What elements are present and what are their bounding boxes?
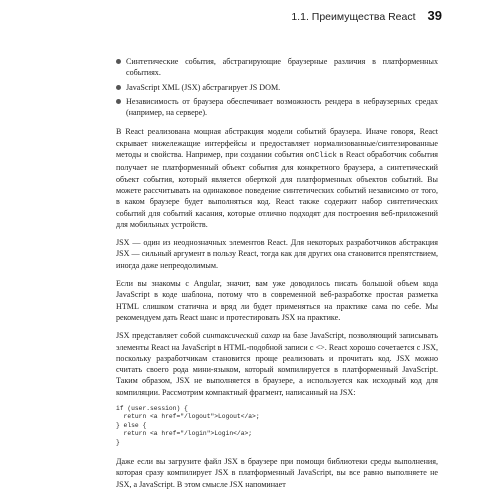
list-item xyxy=(116,96,438,119)
paragraph-events xyxy=(116,126,438,230)
running-header xyxy=(291,8,442,23)
bullet-dot-icon xyxy=(116,59,121,64)
paragraph-runtime: Даже если вы загрузите файл JSX в браузере при помощи библиотеки среды выполнения, которая сразу компилирует JSX в платформенный JavaScript, вы все равно выполняете не JSX, а JavaScript. В этом смысле JSX напоминает xyxy=(116,457,438,489)
header-section-title: 1.1. Преимущества React xyxy=(291,11,416,23)
inline-code: onClick xyxy=(305,152,337,161)
code-listing: if (user.session) { return <a href="/logout">Logout</a>; } else { return <a href="/login">Login</a>; } xyxy=(116,405,260,446)
emphasis-text: синтаксический сахар xyxy=(202,331,281,341)
paragraph-angular: Если вы знакомы с Angular, значит, вам уже доводилось писать большой объем кода JavaScript в коде шаблона, потому что в современной веб-разработке простая разметка HTML слишком статична и вряд ли будет применяться на практике сама по себе. Мы рекомендуем дать React шанс и протестировать JSX на практике. xyxy=(116,279,438,322)
paragraph-text: В React реализована мощная абстракция модели событий браузера. Иначе говоря, React скрывает нижележащие интерфейсы и предоставляет нормализованные/синтезированные методы и свойства. Например, при создании события xyxy=(116,127,438,160)
bullet-list xyxy=(116,56,438,118)
list-item-text: Синтетические события, абстрагирующие браузерные различия в платформенных событиях. xyxy=(126,57,438,78)
paragraph-text: на базе JavaScript, позволяющий записывать элементы React на JavaScript в HTML-подобной записи с <>. React хорошо сочетается с JSX, поскольку разработчикам становится проще реализовать и прочитать код. JSX можно считать своего рода мини-языком, который компилируется в платформенный JavaScript. Таким образом, JSX не выполняется в браузере, а используется как исходный код для компиляции. Рассмотрим компактный фрагмент, написанный на JSX: xyxy=(116,331,438,397)
page-content xyxy=(116,56,438,497)
bullet-dot-icon xyxy=(116,85,121,90)
bullet-dot-icon xyxy=(116,99,121,104)
paragraph-text: в React обработчик события получает не платформенный объект события для конкретного браузера, а синтетический объект события, который является оберткой для платформенных объектов событий. Вы можете рассчитывать на одинаковое поведение синтетических событий независимо от того, в каком браузере будет выполняться код. React также содержит набор синтетических событий для событий касания, которые отлично подходят для построения веб-приложений для мобильных устройств. xyxy=(116,150,438,229)
list-item-text: Независимость от браузера обеспечивает возможность рендера в небраузерных средах (например, на сервере). xyxy=(126,96,438,118)
paragraph-text: JSX представляет собой xyxy=(116,331,201,341)
list-item-text: JavaScript XML (JSX) абстрагирует JS DOM. xyxy=(126,82,281,92)
page-number: 39 xyxy=(427,8,442,23)
paragraph-jsx-sugar xyxy=(116,330,438,398)
list-item xyxy=(116,82,438,93)
paragraph-jsx-intro: JSX — один из неоднозначных элементов React. Для некоторых разработчиков абстракция JSX — сильный аргумент в пользу React, тогда как для других она становится препятствием, иногда даже непреодолимым. xyxy=(116,238,438,270)
list-item xyxy=(116,56,438,79)
